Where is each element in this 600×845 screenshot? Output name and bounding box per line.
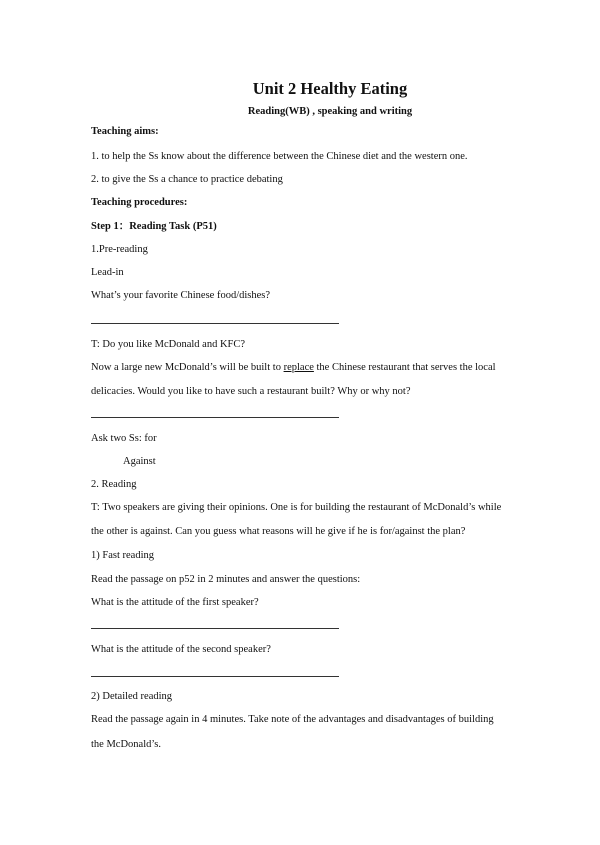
aims-heading: Teaching aims: [91,126,159,137]
paragraph-line: T: Two speakers are giving their opinions. One is for building the restaurant of McDonald’s while [91,502,502,513]
answer-line [91,417,339,418]
aim-2: 2. to give the Ss a chance to practice debating [91,174,283,185]
fast-reading-label: 1) Fast reading [91,550,154,561]
paragraph-text: the Chinese restaurant that serves the local [313,362,496,373]
reading-label: 2. Reading [91,479,137,490]
question-favorite-food: What’s your favorite Chinese food/dishes? [91,290,271,301]
step-1-heading: Step 1：Reading Task (P51) [91,221,217,232]
lead-in-label: Lead-in [91,267,124,278]
question-first-speaker: What is the attitude of the first speaker? [91,597,259,608]
aim-1: 1. to help the Ss know about the difference between the Chinese diet and the western one. [91,151,468,162]
answer-line [91,628,339,629]
fast-reading-instruction: Read the passage on p52 in 2 minutes and answer the questions: [91,574,361,585]
paragraph-line: delicacies. Would you like to have such a restaurant built? Why or why not? [91,386,411,397]
ask-two-students: Ask two Ss: for [91,433,157,444]
procedures-heading: Teaching procedures: [91,197,188,208]
against-label: Against [123,456,156,467]
question-mcdonald-kfc: T: Do you like McDonald and KFC? [91,339,246,350]
paragraph-line: the McDonald’s. [91,739,161,750]
page-subtitle: Reading(WB) , speaking and writing [247,106,413,117]
paragraph-line: the other is against. Can you guess what reasons will he give if he is for/against the plan? [91,526,466,537]
underlined-word-replace: replace [283,362,314,373]
pre-reading-label: 1.Pre-reading [91,244,148,255]
answer-line [91,323,339,324]
page-title: Unit 2 Healthy Eating [252,79,408,98]
paragraph-text: Now a large new McDonald’s will be built to [91,362,284,373]
paragraph-line [91,361,496,375]
paragraph-line: Read the passage again in 4 minutes. Take note of the advantages and disadvantages of building [91,714,494,725]
detailed-reading-label: 2) Detailed reading [91,691,173,702]
question-second-speaker: What is the attitude of the second speaker? [91,644,271,655]
answer-line [91,676,339,677]
